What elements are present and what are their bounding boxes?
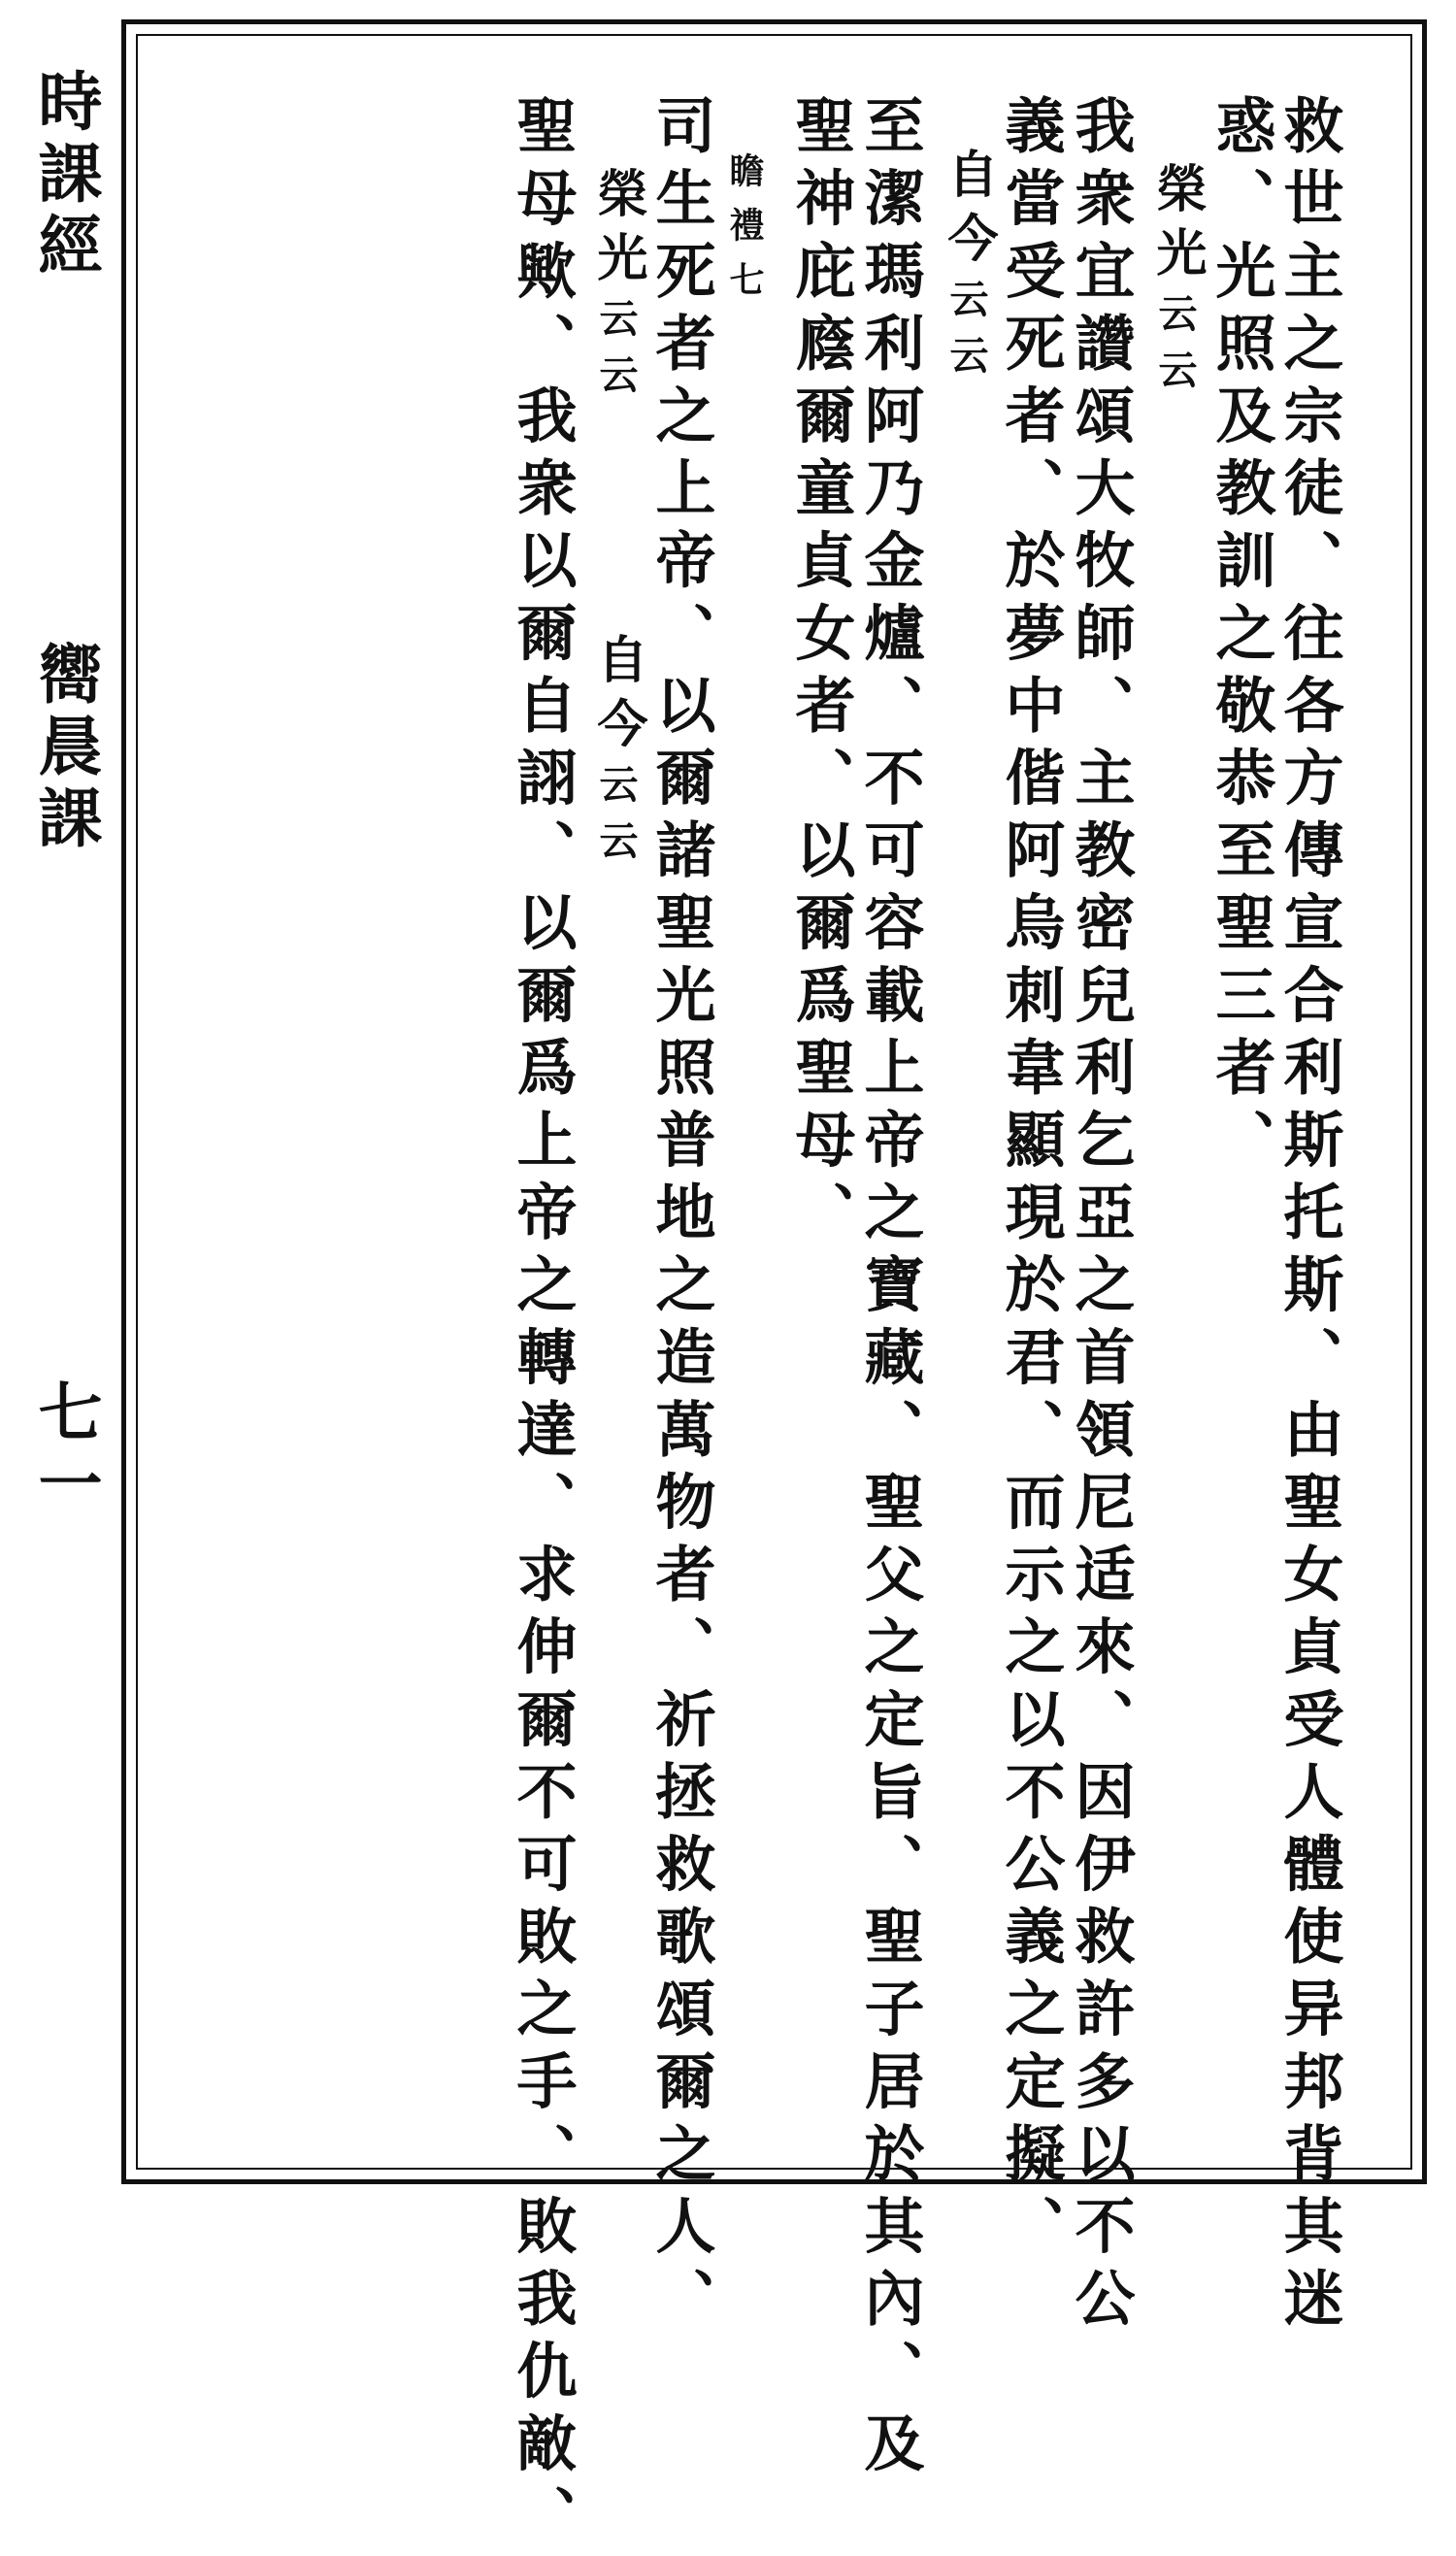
text-frame: [121, 19, 1427, 2556]
response-gloria-2-note: 云云: [593, 298, 639, 411]
page-margin: [21, 58, 109, 2194]
response-gloria: 榮光: [1147, 162, 1207, 290]
text-frame-inner: [136, 34, 1412, 2556]
text-column-10: 司生死者之上帝、以爾諸聖光照普地之造萬物者、祈拯救歌頌爾之人、: [645, 94, 716, 2340]
text-column-1: 救世主之宗徒、往各方傳宣合利斯托斯、由聖女貞受人體使异邦背其迷: [1274, 94, 1344, 2340]
response-gloria-note: 云云: [1152, 293, 1198, 406]
text-column-7: 至潔瑪利阿乃金爐、不可容載上帝之寶藏、聖父之定旨、聖子居於其內、及: [854, 94, 925, 2484]
response-now-2: 自今: [588, 633, 647, 761]
text-column-5: 義當受死者、於夢中偕阿烏刺韋顯現於君、而示之以不公義之定擬、: [995, 94, 1066, 2267]
text-column-12: 聖母歟、我衆以爾自詡、以爾爲上帝之轉達、求伸爾不可敗之手、敗我仇敵、: [507, 94, 578, 2556]
response-now-note: 云云: [943, 279, 989, 391]
response-gloria-2: 榮光: [588, 167, 647, 295]
response-now: 自今: [939, 148, 998, 276]
page-number: 七一: [27, 1378, 103, 1522]
text-column-2: 惑、光照及教訓之敬恭至聖三者、: [1206, 94, 1276, 1180]
section-title: 嚮晨課: [27, 641, 103, 856]
book-title: 時課經: [27, 68, 103, 283]
day-heading: 瞻禮七: [724, 152, 765, 315]
text-column-8: 聖神庇廕爾童貞女者、以爾爲聖母、: [785, 94, 856, 1253]
response-now-2-note: 云云: [593, 764, 639, 877]
text-column-4: 我衆宜讚頌大牧師、主教密兒利乞亞之首領尼适來、因伊救許多以不公: [1065, 94, 1136, 2340]
